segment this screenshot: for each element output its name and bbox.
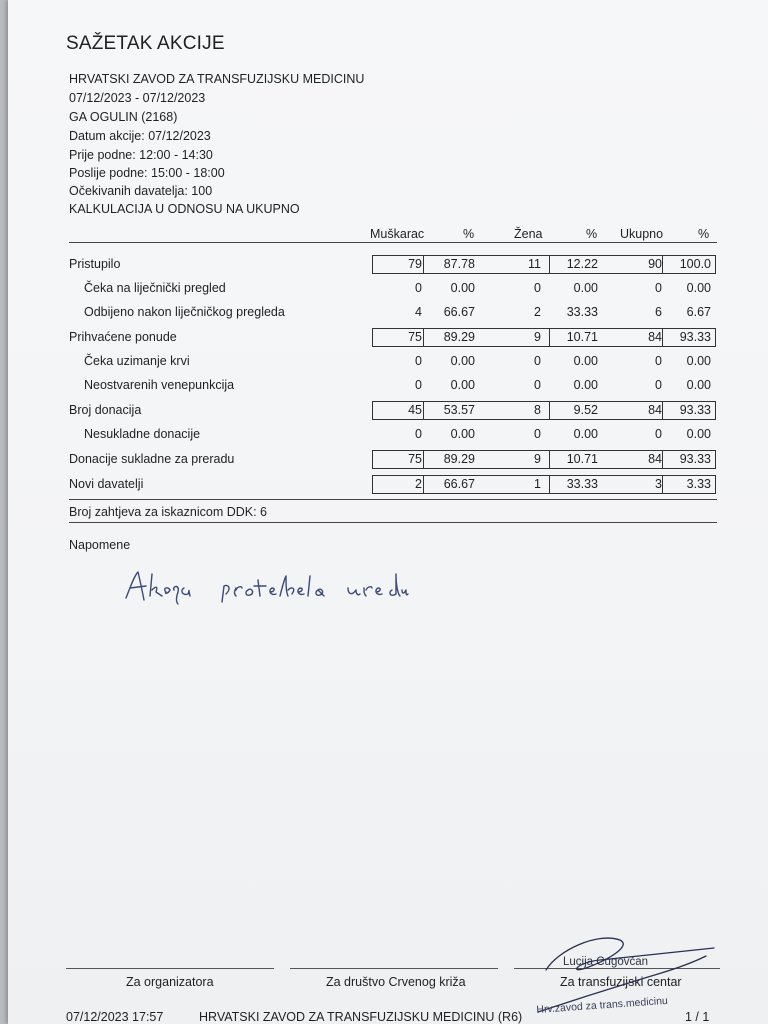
table-cell: 6.67 <box>686 305 711 319</box>
table-cell: 66.67 <box>443 305 475 319</box>
organizer-signature-line <box>66 968 274 969</box>
box-separator <box>662 329 663 346</box>
box-separator <box>662 402 663 419</box>
box-separator <box>423 329 424 346</box>
expected-donors: Očekivanih davatelja: 100 <box>69 184 213 198</box>
table-cell: 33.33 <box>566 477 598 491</box>
table-row-label: Čeka na liječnički pregled <box>84 281 226 295</box>
table-cell: 3.33 <box>686 477 711 491</box>
table-cell: 0.00 <box>686 281 711 295</box>
table-cell: 84 <box>648 330 662 344</box>
table-cell: 0.00 <box>573 281 598 295</box>
table-cell: 90 <box>648 257 662 271</box>
table-cell: 0.00 <box>686 354 711 368</box>
table-cell: 0 <box>655 378 662 392</box>
table-cell: 84 <box>648 452 662 466</box>
col-header-male-pct: % <box>463 227 475 241</box>
transfusion-center-label: Za transfuzijski centar <box>560 975 682 989</box>
table-cell: 0 <box>534 378 541 392</box>
box-separator <box>549 476 550 493</box>
row-value-box <box>372 475 716 494</box>
footer-institution: HRVATSKI ZAVOD ZA TRANSFUZIJSKU MEDICINU (R6) <box>199 1010 523 1024</box>
table-cell: 12.22 <box>566 257 598 271</box>
footer-page-number: 1 / 1 <box>685 1010 710 1024</box>
document-page <box>8 0 768 1024</box>
col-header-male: Muškarac <box>370 227 425 241</box>
box-separator <box>549 256 550 273</box>
ddk-rule <box>69 522 717 523</box>
row-value-box <box>372 450 716 469</box>
table-cell: 0.00 <box>450 354 475 368</box>
table-cell: 10.71 <box>566 330 598 344</box>
box-separator <box>662 256 663 273</box>
organizer-label: Za organizatora <box>126 975 214 989</box>
table-cell: 2 <box>415 477 422 491</box>
table-cell: 53.57 <box>443 403 475 417</box>
row-value-box <box>372 255 716 274</box>
table-cell: 75 <box>408 330 422 344</box>
action-date: Datum akcije: 07/12/2023 <box>69 129 211 143</box>
table-cell: 33.33 <box>566 305 598 319</box>
calculation-note: KALKULACIJA U ODNOSU NA UKUPNO <box>69 202 300 216</box>
box-separator <box>662 476 663 493</box>
table-cell: 93.33 <box>679 403 711 417</box>
table-cell: 0 <box>415 427 422 441</box>
table-cell: 100.0 <box>679 257 711 271</box>
table-cell: 0.00 <box>573 378 598 392</box>
table-cell: 1 <box>534 477 541 491</box>
table-cell: 2 <box>534 305 541 319</box>
table-cell: 11 <box>528 257 541 271</box>
table-cell: 93.33 <box>679 330 711 344</box>
table-cell: 0 <box>534 281 541 295</box>
table-row-label: Nesukladne donacije <box>84 427 201 441</box>
box-separator <box>423 451 424 468</box>
table-cell: 0 <box>415 281 422 295</box>
table-row-label: Neostvarenih venepunkcija <box>84 378 235 392</box>
box-separator <box>549 329 550 346</box>
col-header-total: Ukupno <box>620 227 664 241</box>
box-separator <box>549 451 550 468</box>
table-cell: 0 <box>655 354 662 368</box>
table-row-label: Donacije sukladne za preradu <box>69 452 235 466</box>
table-cell: 0 <box>415 378 422 392</box>
document-title: SAŽETAK AKCIJE <box>66 33 225 54</box>
signer-name: Lucija Cugovčan <box>563 956 649 968</box>
table-cell: 9.52 <box>573 403 598 417</box>
box-separator <box>423 256 424 273</box>
table-cell: 0 <box>655 427 662 441</box>
table-cell: 0 <box>534 354 541 368</box>
table-cell: 66.67 <box>443 477 475 491</box>
institution-name: HRVATSKI ZAVOD ZA TRANSFUZIJSKU MEDICINU <box>69 72 365 86</box>
red-cross-label: Za društvo Crvenog križa <box>326 975 466 989</box>
row-value-box <box>372 328 716 347</box>
box-separator <box>423 476 424 493</box>
table-cell: 0.00 <box>450 427 475 441</box>
row-value-box <box>372 401 716 420</box>
notes-label: Napomene <box>69 538 131 552</box>
table-cell: 0 <box>534 427 541 441</box>
table-row-label: Čeka uzimanje krvi <box>84 354 190 368</box>
table-cell: 9 <box>534 330 541 344</box>
table-cell: 87.78 <box>443 257 475 271</box>
table-row-label: Prihvaćene ponude <box>69 330 177 344</box>
table-cell: 0.00 <box>686 378 711 392</box>
table-cell: 84 <box>648 403 662 417</box>
table-row-label: Broj donacija <box>69 403 142 417</box>
date-range: 07/12/2023 - 07/12/2023 <box>69 91 206 105</box>
footer-timestamp: 07/12/2023 17:57 <box>66 1010 164 1024</box>
table-cell: 3 <box>655 477 662 491</box>
stamp-text: Hrv.zavod za trans.medicinu <box>536 994 669 1016</box>
table-cell: 0.00 <box>573 427 598 441</box>
header-rule <box>69 242 717 243</box>
col-header-female-pct: % <box>586 227 598 241</box>
table-cell: 0 <box>655 281 662 295</box>
box-separator <box>662 451 663 468</box>
table-cell: 0.00 <box>686 427 711 441</box>
col-header-total-pct: % <box>698 227 710 241</box>
table-cell: 45 <box>408 403 422 417</box>
ddk-request-count: Broj zahtjeva za iskaznicom DDK: 6 <box>69 505 267 519</box>
table-cell: 0.00 <box>450 281 475 295</box>
afternoon-hours: Poslije podne: 15:00 - 18:00 <box>69 166 225 180</box>
col-header-female: Žena <box>514 227 543 241</box>
handwritten-note <box>120 566 410 606</box>
table-cell: 75 <box>408 452 422 466</box>
morning-hours: Prije podne: 12:00 - 14:30 <box>69 148 213 162</box>
table-bottom-rule <box>69 499 717 500</box>
table-cell: 0.00 <box>573 354 598 368</box>
box-separator <box>549 402 550 419</box>
box-separator <box>423 402 424 419</box>
table-cell: 0.00 <box>450 378 475 392</box>
table-cell: 10.71 <box>566 452 598 466</box>
table-cell: 4 <box>415 305 422 319</box>
table-row-label: Novi davatelji <box>69 477 144 491</box>
table-cell: 89.29 <box>443 330 475 344</box>
table-cell: 8 <box>534 403 541 417</box>
location: GA OGULIN (2168) <box>69 110 178 124</box>
table-cell: 0 <box>415 354 422 368</box>
table-cell: 6 <box>655 305 662 319</box>
table-cell: 93.33 <box>679 452 711 466</box>
table-cell: 79 <box>408 257 422 271</box>
red-cross-signature-line <box>290 968 498 969</box>
table-cell: 9 <box>534 452 541 466</box>
table-cell: 89.29 <box>443 452 475 466</box>
table-row-label: Odbijeno nakon liječničkog pregleda <box>84 305 285 319</box>
table-row-label: Pristupilo <box>69 257 121 271</box>
